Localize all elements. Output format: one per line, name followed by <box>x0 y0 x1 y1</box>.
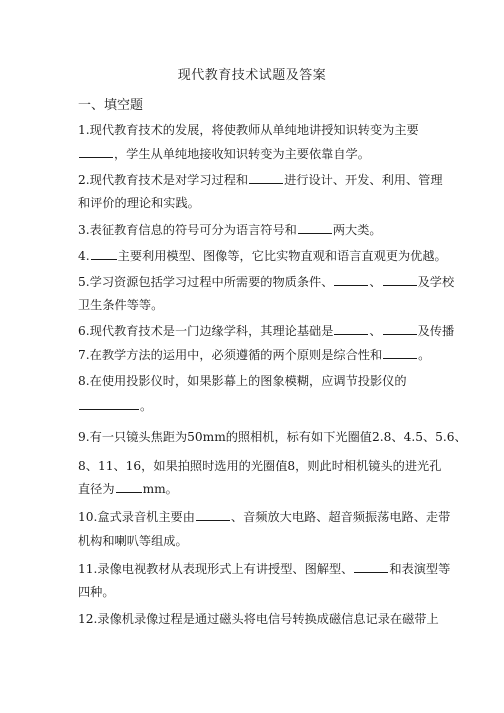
question-9-line-3: 直径为 mm。 <box>78 482 178 496</box>
answer-blank[interactable] <box>116 481 142 493</box>
answer-blank[interactable] <box>354 561 388 573</box>
question-5-line-1: 5.学习资源包括学习过程中所需要的物质条件、 、 及学校 <box>78 275 455 289</box>
question-10-line-1: 10.盒式录音机主要由 、音频放大电路、超音频振荡电路、走带 <box>78 510 451 524</box>
question-1-line-1: 1.现代教育技术的发展，将使教师从单纯地讲授知识转变为主要 <box>78 123 419 137</box>
question-11-line-1: 11.录像电视教材从表现形式上有讲授型、图解型、 和表演型等 <box>78 562 451 576</box>
question-3: 3.表征教育信息的符号可分为语言符号和 两大类。 <box>78 223 382 237</box>
answer-blank[interactable] <box>79 146 113 158</box>
answer-blank[interactable] <box>334 274 368 286</box>
question-12-line-1: 12.录像机录像过程是通过磁头将电信号转换成磁信息记录在磁带上 <box>78 612 439 626</box>
document-title: 现代教育技术试题及答案 <box>177 68 327 83</box>
answer-blank[interactable] <box>249 172 283 184</box>
answer-blank[interactable] <box>334 323 368 335</box>
question-1-line-2: ，学生从单纯地接收知识转变为主要依靠自学。 <box>78 146 370 162</box>
question-9-line-1: 9.有一只镜头焦距为50mm的照相机，标有如下光圈值2.8、4.5、5.6、 <box>78 430 467 444</box>
answer-blank[interactable] <box>196 509 230 521</box>
question-7: 7.在教学方法的运用中，必须遵循的两个原则是综合性和 。 <box>78 348 431 362</box>
question-6: 6.现代教育技术是一门边缘学科，其理论基础是 、 及传播 <box>78 324 455 338</box>
answer-blank[interactable] <box>383 274 417 286</box>
answer-blank[interactable] <box>298 222 332 234</box>
answer-blank[interactable] <box>79 398 139 410</box>
question-10-line-2: 机构和喇叭等组成。 <box>78 534 188 548</box>
question-2-line-1: 2.现代教育技术是对学习过程和 进行设计、开发、利用、管理 <box>78 173 443 187</box>
question-5-line-2: 卫生条件等等。 <box>78 298 164 312</box>
answer-blank[interactable] <box>383 347 417 359</box>
question-9-line-2: 8、11、16，如果拍照时选用的光圈值8，则此时相机镜头的进光孔 <box>78 459 442 473</box>
question-8-line-2: 。 <box>78 398 152 414</box>
question-8-line-1: 8.在使用投影仪时，如果影幕上的图象模糊，应调节投影仪的 <box>78 374 407 388</box>
answer-blank[interactable] <box>383 323 417 335</box>
question-11-line-2: 四种。 <box>78 585 115 599</box>
question-4: 4. 主要利用模型、图像等，它比实物直观和语言直观更为优越。 <box>78 249 447 263</box>
question-2-line-2: 和评价的理论和实践。 <box>78 196 200 210</box>
section-heading: 一、填空题 <box>78 98 144 113</box>
answer-blank[interactable] <box>91 248 117 260</box>
